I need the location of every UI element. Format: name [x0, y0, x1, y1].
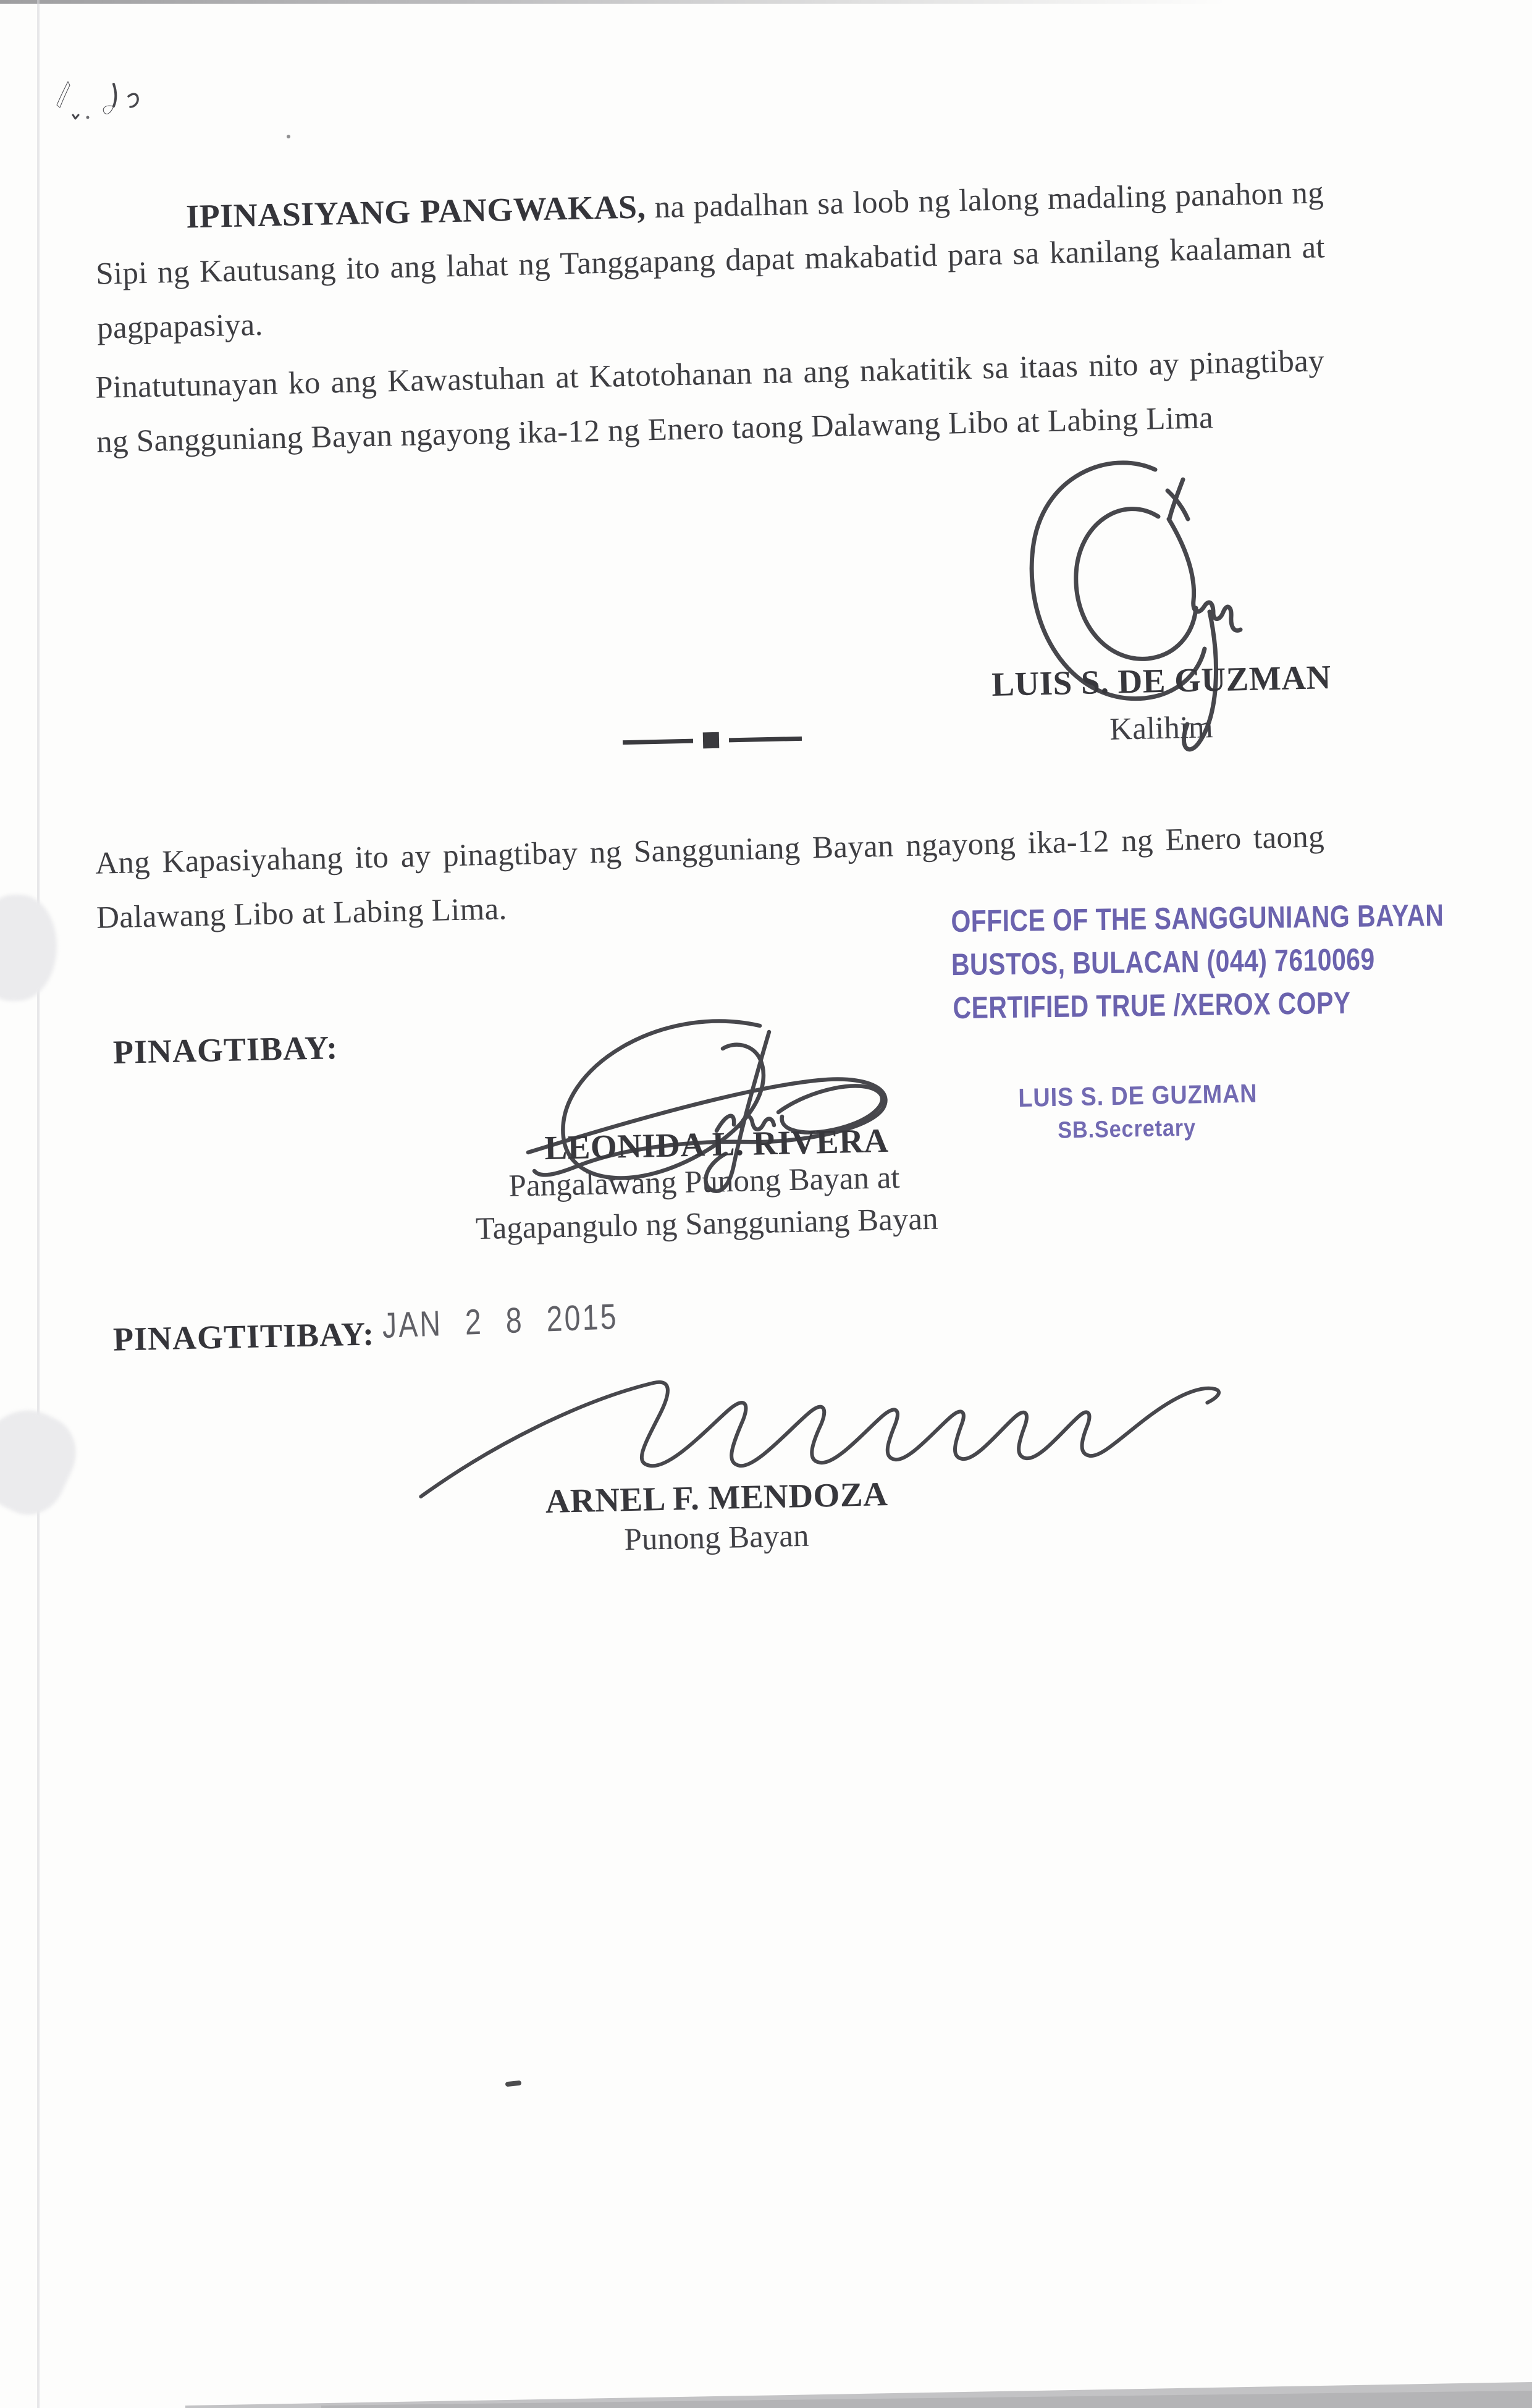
- vice-mayor-title-line1: Pangalawang Punong Bayan at: [508, 1160, 901, 1204]
- mayor-name: ARNEL F. MENDOZA: [545, 1474, 888, 1521]
- scan-smudge-blob: [0, 895, 57, 1001]
- secretary-title: Kalihim: [1109, 710, 1214, 747]
- office-rubber-stamp: [951, 895, 1444, 1029]
- divider-line-left: [623, 738, 693, 744]
- paragraph-certification: Pinatutunayan ko ang Kawastuhan at Katotohanan na ang nakatitik sa itaas nito ay pinagtibay ng Sangguniang Bayan ngayong ika-12 ng Enero taong Dalawang Libo at Labing Lima: [95, 344, 1325, 460]
- approval-date-stamp: JAN 2 8 2015: [382, 1296, 619, 1346]
- divider-square: [703, 732, 720, 749]
- stray-pen-dash: [505, 2081, 522, 2087]
- office-stamp-line2: BUSTOS, BULACAN (044) 7610069: [951, 942, 1375, 982]
- scan-left-edge-line: [37, 0, 40, 2408]
- office-stamp-line1: OFFICE OF THE SANGGUNIANG BAYAN: [951, 897, 1444, 939]
- section-divider: [623, 730, 802, 751]
- adopted-label: PINAGTIBAY:: [112, 1029, 339, 1071]
- divider-line-right: [729, 736, 802, 742]
- vice-mayor-name: LEONIDA L. RIVERA: [544, 1121, 890, 1167]
- secretary-name: LUIS S. DE GUZMAN: [991, 658, 1332, 703]
- ink-smudge-marks: [51, 78, 156, 133]
- scan-smudge-blob: [0, 1395, 89, 1526]
- approved-label: PINAGTITIBAY:: [112, 1315, 375, 1358]
- scan-top-edge-shadow: [0, 0, 1532, 4]
- vice-mayor-title-line2: Tagapangulo ng Sangguniang Bayan: [475, 1201, 939, 1247]
- secretary-stamp-title: SB.Secretary: [1057, 1115, 1197, 1144]
- paragraph-dispositive-lead: IPINASIYANG PANGWAKAS,: [185, 188, 647, 235]
- scan-bottom-edge-shadow: [0, 2381, 1532, 2408]
- secretary-stamp-name: LUIS S. DE GUZMAN: [1018, 1078, 1258, 1112]
- paragraph-adoption: Ang Kapasiyahang ito ay pinagtibay ng Sangguniang Bayan ngayong ika-12 ng Enero taong Dalawang Libo at Labing Lima.: [95, 819, 1325, 936]
- paragraph-dispositive-body: na padalhan sa loob ng lalong madaling panahon ng Sipi ng Kautusang ito ang lahat ng Tanggapang dapat makabatid para sa kanilang kaalaman at pagpapasiya.: [95, 175, 1326, 346]
- ink-speck: [287, 135, 290, 138]
- paragraph-dispositive: [94, 164, 1326, 355]
- secretary-rubber-stamp: [1018, 1077, 1258, 1148]
- office-stamp-line3: CERTIFIED TRUE /XEROX COPY: [953, 985, 1351, 1026]
- mayor-title: Punong Bayan: [623, 1518, 810, 1558]
